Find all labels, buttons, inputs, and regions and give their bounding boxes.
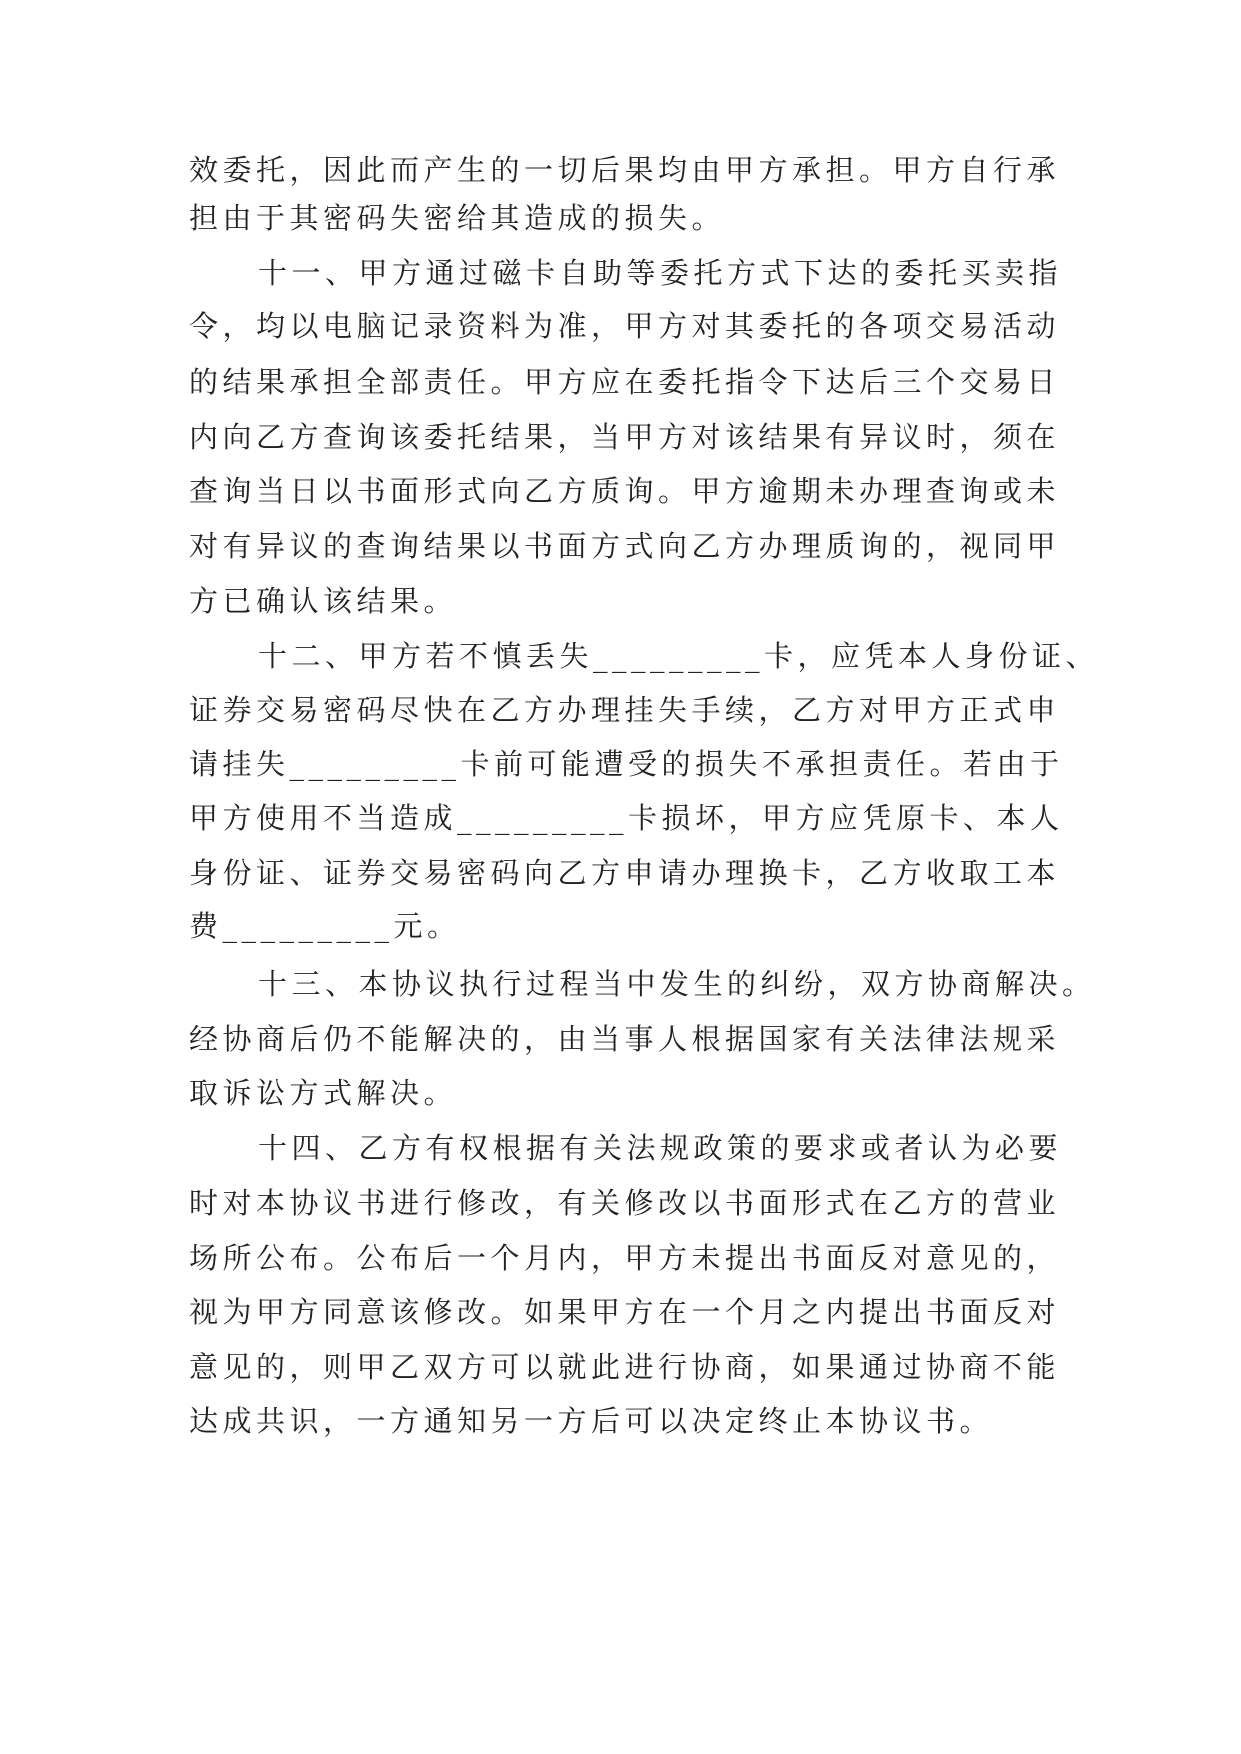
text-line: 费_________元。 <box>189 909 461 943</box>
text-line: 效委托，因此而产生的一切后果均由甲方承担。甲方自行承 <box>189 153 1061 187</box>
text-line: 请挂失_________卡前可能遭受的损失不承担责任。若由于 <box>189 747 1064 781</box>
text-line: 经协商后仍不能解决的，由当事人根据国家有关法律法规采 <box>189 1022 1061 1056</box>
clause-12-first-line: 十二、甲方若不慎丢失_________卡，应凭本人身份证、 <box>258 639 1100 673</box>
text-line: 场所公布。公布后一个月内，甲方未提出书面反对意见的， <box>189 1241 1061 1275</box>
text-line: 对有异议的查询结果以书面方式向乙方办理质询的，视同甲 <box>189 529 1061 563</box>
text-line: 方已确认该结果。 <box>189 584 458 618</box>
text-line: 查询当日以书面形式向乙方质询。甲方逾期未办理查询或未 <box>189 474 1061 508</box>
text-line: 时对本协议书进行修改，有关修改以书面形式在乙方的营业 <box>189 1186 1061 1220</box>
text-line: 取诉讼方式解决。 <box>189 1076 458 1110</box>
text-line: 担由于其密码失密给其造成的损失。 <box>189 201 726 235</box>
text-line: 证券交易密码尽快在乙方办理挂失手续，乙方对甲方正式申 <box>189 693 1061 727</box>
text-line: 甲方使用不当造成_________卡损坏，甲方应凭原卡、本人 <box>189 801 1064 835</box>
text-line: 视为甲方同意该修改。如果甲方在一个月之内提出书面反对 <box>189 1295 1061 1329</box>
text-line: 达成共识，一方通知另一方后可以决定终止本协议书。 <box>189 1404 994 1438</box>
text-line: 令，均以电脑记录资料为准，甲方对其委托的各项交易活动 <box>189 309 1061 343</box>
clause-11-first-line: 十一、甲方通过磁卡自助等委托方式下达的委托买卖指 <box>258 256 1063 290</box>
text-line: 内向乙方查询该委托结果，当甲方对该结果有异议时，须在 <box>189 420 1061 454</box>
clause-13-first-line: 十三、本协议执行过程当中发生的纠纷，双方协商解决。 <box>258 967 1096 1001</box>
text-line: 意见的，则甲乙双方可以就此进行协商，如果通过协商不能 <box>189 1350 1061 1384</box>
text-line: 身份证、证券交易密码向乙方申请办理换卡，乙方收取工本 <box>189 856 1061 890</box>
text-line: 的结果承担全部责任。甲方应在委托指令下达后三个交易日 <box>189 365 1061 399</box>
clause-14-first-line: 十四、乙方有权根据有关法规政策的要求或者认为必要 <box>258 1131 1063 1165</box>
